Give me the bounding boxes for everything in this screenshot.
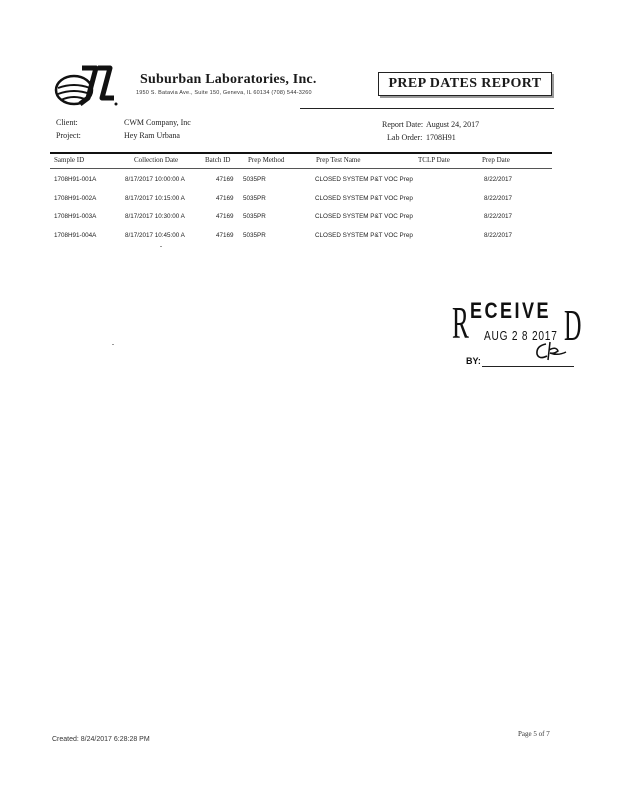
stamp-letter-r: R [452,297,469,348]
cell-batch-id: 47169 [216,213,234,220]
header-divider [300,108,554,109]
cell-collection-date: 8/17/2017 10:45:00 A [125,232,185,239]
footer-created-timestamp: Created: 8/24/2017 6:28:28 PM [52,736,150,743]
stamp-received-text: ECEIVE [470,298,551,323]
report-title: PREP DATES REPORT [388,76,542,91]
col-header-prep-method: Prep Method [248,156,285,164]
col-header-batch-id: Batch ID [205,156,231,164]
lab-address: 1950 S. Batavia Ave., Suite 150, Geneva, IL 60134 (708) 544-3260 [136,90,312,96]
cell-prep-date: 8/22/2017 [484,232,513,239]
cell-prep-date: 8/22/2017 [484,213,513,220]
lab-order-label: Lab Order: [387,133,423,142]
client-label: Client: [56,118,78,127]
cell-prep-date: 8/22/2017 [484,176,513,183]
cell-sample-id: 1708H91-003A [54,213,97,220]
cell-sample-id: 1708H91-002A [54,195,97,202]
cell-prep-test-name: CLOSED SYSTEM P&T VOC Prep [315,232,413,239]
cell-prep-test-name: CLOSED SYSTEM P&T VOC Prep [315,176,413,183]
cell-prep-method: 5035PR [243,213,266,220]
cell-collection-date: 8/17/2017 10:00:00 A [125,176,185,183]
cell-batch-id: 47169 [216,232,234,239]
col-header-tclp-date: TCLP Date [418,156,450,164]
cell-prep-test-name: CLOSED SYSTEM P&T VOC Prep [315,213,413,220]
col-header-prep-test-name: Prep Test Name [316,156,361,164]
report-title-box [378,72,552,96]
handwritten-initials [532,338,572,364]
cell-collection-date: 8/17/2017 10:30:00 A [125,213,185,220]
cell-prep-method: 5035PR [243,195,266,202]
cell-sample-id: 1708H91-004A [54,232,97,239]
stamp-date: AUG 2 8 2017 [484,328,558,343]
stamp-signature-line [482,366,574,367]
report-date-label: Report Date: [382,120,424,129]
col-header-collection-date: Collection Date [134,156,179,164]
cell-prep-test-name: CLOSED SYSTEM P&T VOC Prep [315,195,413,202]
cell-collection-date: 8/17/2017 10:15:00 A [125,195,185,202]
cell-sample-id: 1708H91-001A [54,176,97,183]
report-date-value: August 24, 2017 [426,120,480,129]
col-header-prep-date: Prep Date [482,156,510,164]
scan-speck [112,344,114,345]
lab-name: Suburban Laboratories, Inc. [140,72,317,87]
cell-prep-date: 8/22/2017 [484,195,513,202]
scan-speck [160,246,162,247]
stamp-letter-d: D [564,301,582,350]
stamp-by-label: BY: [466,356,481,366]
table-header [50,152,552,169]
cell-batch-id: 47169 [216,176,234,183]
footer-page-number: Page 5 of 7 [518,730,550,738]
project-label: Project: [56,131,81,140]
lab-order-value: 1708H91 [426,133,456,142]
lab-logo [52,64,120,108]
cell-batch-id: 47169 [216,195,234,202]
col-header-sample-id: Sample ID [54,156,85,164]
client-value: CWM Company, Inc [124,118,191,127]
cell-prep-method: 5035PR [243,232,266,239]
cell-prep-method: 5035PR [243,176,266,183]
project-value: Hey Ram Urbana [124,131,180,140]
